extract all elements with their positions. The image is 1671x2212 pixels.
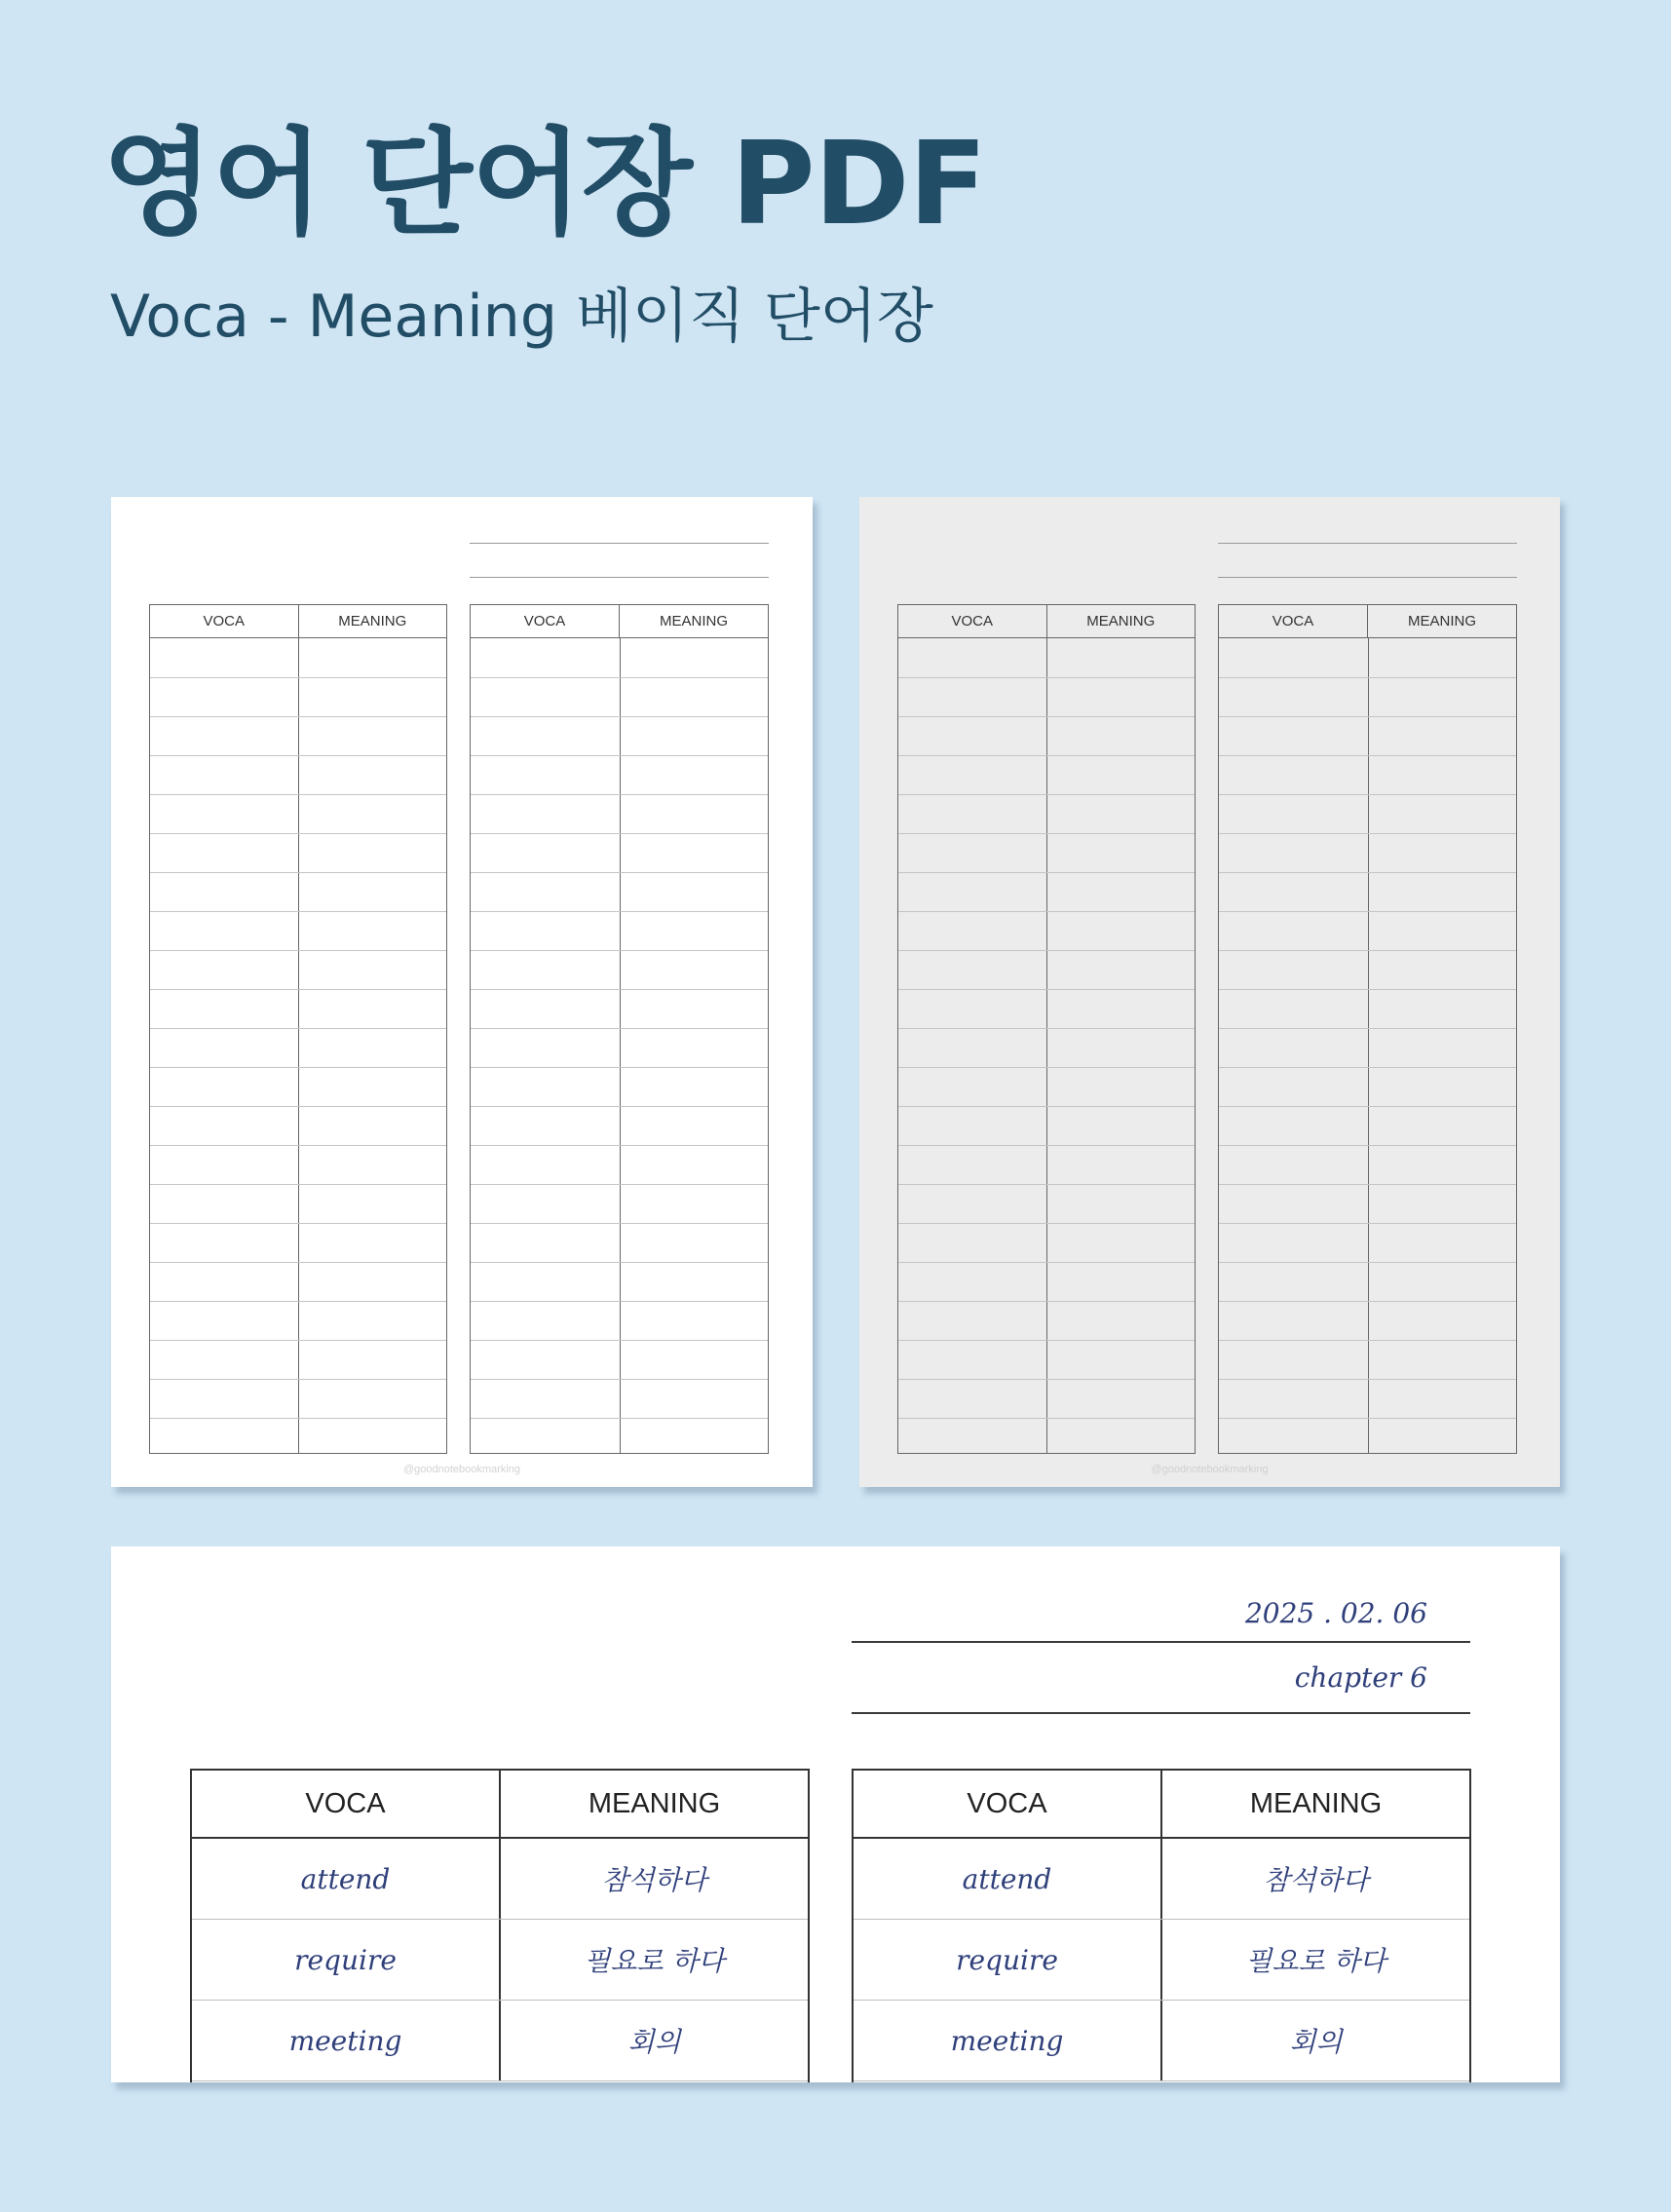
table-body xyxy=(898,638,1195,1453)
chapter-text: chapter 6 xyxy=(1294,1661,1427,1694)
page-subtitle: Voca - Meaning 베이직 단어장 xyxy=(110,283,933,351)
table-row-line xyxy=(471,1301,768,1302)
vocab-table-right xyxy=(470,604,769,1454)
watermark: @goodnotebookmarking xyxy=(1151,1464,1269,1475)
meaning-header: MEANING xyxy=(619,605,768,637)
table-row-line xyxy=(150,1106,446,1107)
example-table-left xyxy=(190,1769,810,2082)
vocab-table-left xyxy=(897,604,1196,1454)
example-table-right xyxy=(852,1769,1471,2082)
table-row-line xyxy=(150,1028,446,1029)
table-row-line xyxy=(1219,1223,1516,1224)
table-row-line xyxy=(471,1028,768,1029)
voca-header: VOCA xyxy=(523,613,566,629)
vocab-table-right xyxy=(1218,604,1517,1454)
table-row-line xyxy=(1219,950,1516,951)
table-row-line xyxy=(1219,1067,1516,1068)
table-row-line xyxy=(471,950,768,951)
meaning-header: MEANING xyxy=(1367,605,1516,637)
table-row xyxy=(854,1839,1469,1920)
table-row-line xyxy=(471,1223,768,1224)
table-row-line xyxy=(1219,794,1516,795)
meaning-cell: 참석하다 xyxy=(499,1839,808,1919)
table-row-line xyxy=(150,677,446,678)
watermark: @goodnotebookmarking xyxy=(402,1464,521,1475)
table-row-line xyxy=(471,677,768,678)
table-row-line xyxy=(898,989,1195,990)
voca-cell: require xyxy=(294,1943,397,1976)
chapter-line xyxy=(852,1712,1470,1714)
table-row-line xyxy=(150,911,446,912)
table-row-line xyxy=(150,1379,446,1380)
table-row-line xyxy=(1219,989,1516,990)
table-body xyxy=(1219,638,1516,1453)
table-row-line xyxy=(471,872,768,873)
table-row-line xyxy=(471,1106,768,1107)
table-row-line xyxy=(1219,1184,1516,1185)
meaning-cell: 필요로 하다 xyxy=(1160,1920,1469,2000)
table-row-line xyxy=(898,833,1195,834)
table-row-line xyxy=(898,1262,1195,1263)
table-row-line xyxy=(898,755,1195,756)
voca-header: VOCA xyxy=(305,1787,386,1819)
table-row-line xyxy=(471,911,768,912)
table-row-line xyxy=(898,677,1195,678)
date-line xyxy=(1218,543,1517,544)
table-row-line xyxy=(898,794,1195,795)
table-body xyxy=(471,638,768,1453)
table-row xyxy=(854,1920,1469,2001)
table-row-line xyxy=(898,1184,1195,1185)
example-sheet xyxy=(111,1546,1560,2082)
table-row-line xyxy=(1219,1145,1516,1146)
meaning-header: MEANING xyxy=(1046,605,1196,637)
table-row xyxy=(192,2001,808,2081)
chapter-line xyxy=(470,577,769,578)
template-sheet-white xyxy=(111,497,813,1487)
table-row-line xyxy=(471,1379,768,1380)
table-row-line xyxy=(150,755,446,756)
table-row-line xyxy=(150,950,446,951)
voca-cell: require xyxy=(956,1943,1058,1976)
meaning-header: MEANING xyxy=(499,1771,808,1837)
voca-header: VOCA xyxy=(203,613,245,629)
table-row-line xyxy=(471,1067,768,1068)
table-row-line xyxy=(471,833,768,834)
table-row-line xyxy=(898,911,1195,912)
table-row-line xyxy=(1219,833,1516,834)
table-row-line xyxy=(1219,755,1516,756)
table-row-line xyxy=(898,1418,1195,1419)
table-row-line xyxy=(898,950,1195,951)
meaning-cell: 참석하다 xyxy=(1160,1839,1469,1919)
table-row-line xyxy=(898,1379,1195,1380)
table-row-line xyxy=(1219,911,1516,912)
table-row-line xyxy=(1219,1340,1516,1341)
table-row-line xyxy=(150,1418,446,1419)
table-row-line xyxy=(150,833,446,834)
table-row-line xyxy=(150,716,446,717)
voca-cell: attend xyxy=(962,1862,1052,1895)
template-sheet-gray xyxy=(859,497,1560,1487)
table-row-line xyxy=(898,1340,1195,1341)
table-row-line xyxy=(471,1145,768,1146)
table-row-line xyxy=(898,1301,1195,1302)
table-row-line xyxy=(898,1223,1195,1224)
table-row-line xyxy=(150,794,446,795)
table-row-line xyxy=(1219,872,1516,873)
table-row-line xyxy=(150,1184,446,1185)
voca-cell: meeting xyxy=(950,2024,1064,2057)
meaning-cell: 필요로 하다 xyxy=(499,1920,808,2000)
voca-header: VOCA xyxy=(1272,613,1314,629)
table-row-line xyxy=(150,1067,446,1068)
table-row-line xyxy=(471,1418,768,1419)
table-row-line xyxy=(150,872,446,873)
voca-cell: meeting xyxy=(288,2024,402,2057)
table-row xyxy=(192,1920,808,2001)
table-row-line xyxy=(471,1184,768,1185)
table-row-line xyxy=(150,1340,446,1341)
table-row-line xyxy=(150,1145,446,1146)
date-line xyxy=(852,1641,1470,1643)
voca-cell: attend xyxy=(300,1862,391,1895)
table-row-line xyxy=(150,989,446,990)
page-title: 영어 단어장 PDF xyxy=(102,116,987,250)
vocab-table-left xyxy=(149,604,447,1454)
table-row-line xyxy=(1219,1379,1516,1380)
table-row-line xyxy=(471,794,768,795)
table-row-line xyxy=(1219,1262,1516,1263)
table-row-line xyxy=(150,1223,446,1224)
voca-header: VOCA xyxy=(951,613,993,629)
table-row-line xyxy=(471,989,768,990)
table-row-line xyxy=(1219,1301,1516,1302)
voca-header: VOCA xyxy=(967,1787,1047,1819)
table-row-line xyxy=(898,716,1195,717)
table-row-line xyxy=(898,872,1195,873)
table-row xyxy=(192,1839,808,1920)
table-row-line xyxy=(898,1106,1195,1107)
date-line xyxy=(470,543,769,544)
meaning-header: MEANING xyxy=(298,605,447,637)
table-row-line xyxy=(1219,716,1516,717)
chapter-line xyxy=(1218,577,1517,578)
table-row-line xyxy=(1219,1028,1516,1029)
table-row-line xyxy=(471,1340,768,1341)
date-text: 2025 . 02. 06 xyxy=(1244,1597,1427,1629)
table-row-line xyxy=(1219,677,1516,678)
meaning-header: MEANING xyxy=(1160,1771,1469,1837)
table-row-line xyxy=(1219,1418,1516,1419)
table-row-line xyxy=(1219,1106,1516,1107)
table-row-line xyxy=(150,1262,446,1263)
table-row-line xyxy=(471,716,768,717)
table-row-line xyxy=(150,1301,446,1302)
table-row-line xyxy=(471,755,768,756)
meaning-cell: 회의 xyxy=(1160,2001,1469,2080)
table-body xyxy=(150,638,446,1453)
table-row-line xyxy=(898,1028,1195,1029)
meaning-cell: 회의 xyxy=(499,2001,808,2080)
table-row xyxy=(854,2001,1469,2081)
table-row-line xyxy=(898,1067,1195,1068)
table-row-line xyxy=(471,1262,768,1263)
table-row-line xyxy=(898,1145,1195,1146)
